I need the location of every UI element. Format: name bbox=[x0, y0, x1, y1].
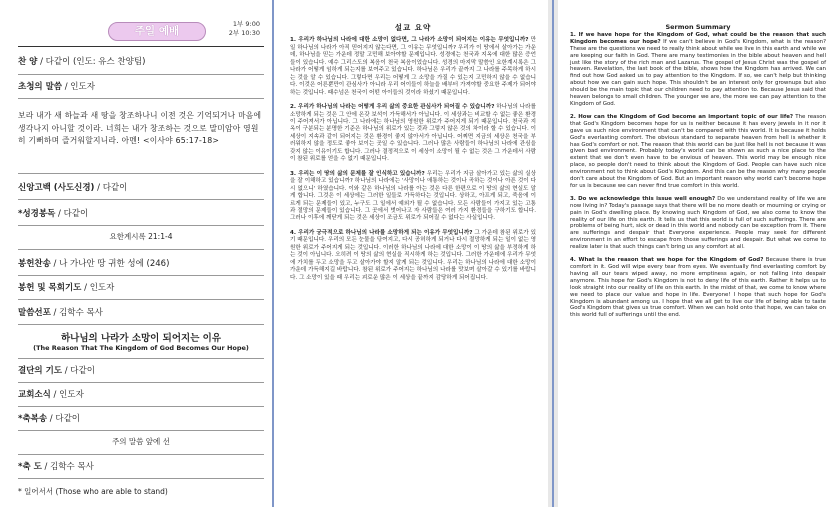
order-item-offering-hymn bbox=[18, 257, 264, 269]
order-item-benediction bbox=[18, 460, 264, 472]
summary-answer: 우리는 우리가 지금 살아가고 있는 삶의 실상을 잘 이해하고 있습니까? 하나님의 나라에는 '사망이나 애통하는 것이나 곡하는 것이나 아픈 것이 다시 없으니' 하였습니다. 이와 같은 하나님의 나라를 아는 것은 다른 한편으로 이 땅의 삶의 현실도 알게 합니다. 그것은 이 세상에는 그러한 일들로 가득하다는 것입니다. 상하고, 아프게 되고, 죽음에 이르게 되는 문제들이 있고, 누구도 그 일에서 예외가 될 수 없습니다. 모든 사람들이 가지고 있는 고통과 절망의 문제들이 있습니다. 그 곳에서 벗어나고 자 사람들은 여러 가지 환경들을 구하기도 합니다. 그러나 이후에 깨닫게 되는 것은 세상이 조금도 위로가 되어질 수 없다는 사실입니다. bbox=[290, 170, 536, 222]
sermon-summary-ko-title: 설교 요약 bbox=[394, 23, 432, 32]
order-item-label: 신앙고백 (사도신경) bbox=[18, 183, 95, 193]
summary-question: 4. What is the reason that we hope for the Kingdom of God? bbox=[570, 257, 764, 264]
summary-answer: The reason that God's Kingdom becomes hope for us is neither because it has every jewels in it nor it gave us such nice environment that can't be compared with this world. It is because it holds God's everlasting comfort. The obvious standard to separate heaven from hell is whether it has God's comfort or not. The reason that this world can be just like hell is not because it was given bad environment. Probably today's world can be shown as such a nice place to the extent that we don't even have to be envious of heaven. This world may be enough nice place, so people don't need to think about the Kingdom of God. People can have such nice environment not to think about God's Kingdom. And this can be the reason why many people don't care about the Kingdom of God. But an important reason why world can't become hope for us is because we can never find true comfort in this world. bbox=[570, 113, 826, 189]
column-gap bbox=[548, 0, 552, 507]
divider bbox=[18, 478, 264, 479]
order-item-sep: / bbox=[50, 259, 60, 269]
summary-question: 1. If we have hope for the Kingdom of God, what could be the reason that such Kingdom becomes our hope? bbox=[570, 31, 826, 45]
summary-question: 4. 우리가 궁극적으로 하나님의 나라를 소망하게 되는 이유가 무엇입니까? bbox=[290, 229, 473, 236]
divider bbox=[18, 358, 264, 359]
sermon-summary-en-panel bbox=[560, 0, 835, 507]
order-item-call bbox=[18, 80, 264, 92]
order-item-sep: / bbox=[50, 308, 60, 318]
sermon-summary-ko-panel bbox=[278, 0, 547, 507]
order-item-value: 김학수 목사 bbox=[50, 462, 94, 472]
summary-answer: If we can't believe in God's Kingdom, what is the reason? These are the questions we need to really think about while we live in this earth and while we are keeping our faith in God. There are many testimonies in the bible about heaven and hell just like the story of the rich man and Lazarus. The gospel of Jesus Christ was the gospel of heaven. Revelation, the last book of the bible, shows how the Kingdom has arrived. We can find out how God asked us to pay attention to the Kingdom. If so, we can't help but thinking about how we can gain such hope. This shouldn't be an interest only for grownups but also should be the main topic that our children need to pay attention to. Because Jesus said that heaven belongs to small children. The younger we are, the more we can pay attention to the Kingdom of God. bbox=[570, 38, 826, 107]
order-item-sep: / bbox=[62, 82, 71, 92]
order-item-label: 초청의 말씀 bbox=[18, 82, 63, 92]
summary-question: 2. How can the Kingdom of God become an important topic of our life? bbox=[570, 113, 794, 120]
call-to-worship-text: 보라 내가 새 하늘과 새 땅을 창조하나니 이전 것은 기억되거나 마음에 생각나지 아니할 것이라. 너희는 내가 창조하는 것으로 말미암아 영원히 기뻐하며 즐거워할지니라. 아멘! <이사야 65:17-18> bbox=[18, 111, 262, 145]
divider bbox=[18, 382, 264, 383]
sermon-title-ko: 하나님의 나라가 소망이 되어지는 이유 bbox=[60, 333, 222, 344]
column-gap bbox=[554, 0, 558, 507]
order-item-value: 인도자 bbox=[70, 82, 95, 92]
order-item-sep: / bbox=[55, 209, 64, 219]
order-item-blessing-song bbox=[18, 412, 264, 424]
worship-order-panel bbox=[0, 0, 271, 507]
summary-paragraph bbox=[570, 114, 826, 190]
divider bbox=[18, 98, 264, 99]
order-item-value: 다같이 bbox=[63, 209, 89, 219]
order-item-value: 김학수 목사 bbox=[59, 308, 103, 318]
order-item-label: 말씀선포 bbox=[18, 308, 51, 318]
service-times bbox=[229, 20, 260, 38]
divider bbox=[18, 249, 264, 250]
order-item-sep: / bbox=[62, 366, 71, 376]
divider bbox=[18, 225, 264, 226]
order-item-value: 다같이 (인도: 유스 찬양팀) bbox=[45, 57, 146, 67]
order-item-praise bbox=[18, 55, 264, 67]
divider bbox=[18, 173, 264, 174]
order-item-value: 다같이 bbox=[102, 183, 128, 193]
summary-question: 3. Do we acknowledge this issue well enough? bbox=[570, 195, 716, 202]
order-item-sep: / bbox=[37, 57, 46, 67]
summary-answer: 하나님의 나라를 소망하게 되는 것은 그 안에 온갖 보석이 가득해서가 아닙니다. 이 세상과는 비교할 수 없는 좋은 환경이 주어져서가 아닙니다. 그 나라에는 하나님의 영원한 위로가 주어지게 되기 때문입니다. 천국과 지옥이 구분되는 분명한 기준은 하나님의 위로가 있는 것과 그렇지 않은 것의 차이라 할 수 있습니다. 이 세상이 지속과 같이 되어지는 것은 환경이 좋지 않아서가 아닙니다. 어찌면 지금의 세상은 천국을 부러워하지 않을 정도로 좋아 보이는 곳일 수 있습니다. 그러나 많은 사람들이 하나님의 나라에 관심을 갖지 않는 이유이기도 합니다. 그러나 결정적으로 이 세상이 소망이 될 수 없는 것은 그 가운데서 사람이 참된 위로를 얻을 수 없기 때문입니다. bbox=[290, 104, 536, 163]
order-item-value: 다같이 bbox=[70, 366, 95, 376]
order-item-label: 교회소식 bbox=[18, 390, 51, 400]
order-item-sep: / bbox=[50, 390, 60, 400]
order-item-label: 봉헌 및 목회기도 bbox=[18, 283, 82, 293]
order-item-sep: / bbox=[41, 462, 51, 472]
order-item-value: 다같이 bbox=[55, 414, 81, 424]
divider bbox=[18, 299, 264, 300]
order-item-label: 찬 양 bbox=[18, 57, 38, 67]
order-item-value: 인도자 bbox=[59, 390, 84, 400]
summary-paragraph bbox=[570, 32, 826, 108]
sermon-title-en: (The Reason That The Kingdom of God Becomes Our Hope) bbox=[33, 344, 249, 352]
order-item-creed bbox=[18, 181, 264, 193]
scripture-reference: 요한계시록 21:1-4 bbox=[109, 232, 173, 241]
order-item-commitment-prayer bbox=[18, 364, 264, 376]
summary-paragraph bbox=[290, 104, 536, 164]
order-item-value: 나 가나안 땅 귀한 성에 (246) bbox=[59, 259, 170, 269]
column-divider bbox=[272, 0, 274, 507]
sermon-summary-en-title: Sermon Summary bbox=[665, 23, 731, 31]
summary-question: 1. 우리가 하나님의 나라에 대한 소망이 없다면, 그 나라가 소망이 되어지는 이유는 무엇입니까? bbox=[290, 37, 529, 44]
summary-paragraph bbox=[570, 196, 826, 251]
service-time-1: 1부 9:00 bbox=[232, 20, 260, 28]
divider bbox=[18, 199, 264, 200]
divider bbox=[18, 74, 264, 75]
order-item-label: *성경봉독 bbox=[18, 209, 56, 219]
summary-answer: Do we understand reality of life we are now living in? Today's passage says that there will be no more death or mourning or crying or pain in God's dwelling place. By knowing such Kingdom of God, we also come to know the reality of our life on this earth. It tells us that this world is full of such sufferings. There are problems of being hurt, sick or dead in this world and nobody can be exception from it. There are sufferings and despair that Everyone experience. People may seek for different environment in an effort to escape from those sufferings and despair. But what we come to realize later is that such things can't bring us any comfort at all. bbox=[570, 195, 826, 251]
summary-paragraph bbox=[290, 37, 536, 97]
order-item-sermon bbox=[18, 306, 264, 318]
service-time-2: 2부 10:30 bbox=[228, 29, 260, 37]
summary-answer: 만일 하나님의 나라가 아직 믿어지지 않는다면, 그 이유는 무엇입니까? 우리가 이 땅에서 살아가는 가운데, 하나님을 믿는 가운데 정말 고민해 보아야할 문제입니다. 성경에는 천국과 지옥에 대한 많은 증언들이 있습니다. 예수 그리스도의 복음이 천국 복음이었습니다. 성경의 마지막 말씀인 요한계시록은 그 나라가 어떻게 임하게 되는지를 보여주고 있습니다. 하나님은 우리가 끝까지 그 나라를 주목하게 하시는 것을 알 수 있습니다. 그렇다면 우리는 어떻게 그 소망을 가질 수 있는지 고민하지 않을 수 없습니다. 이것은 어른뿐만이 관심사가 아니라 우리 어이들이 하늘을 배부터 가져야할 중요한 주제가 되어야 하는 것입니다. 때수넘은 천국이 어떤 아이들의 것이라 하셨기 때문입니다. bbox=[290, 37, 536, 96]
order-item-sep: / bbox=[47, 414, 56, 424]
summary-paragraph bbox=[290, 171, 536, 223]
summary-answer: Because there is true comfort in it. God will wipe every tear from eyes. We eventually find everlasting comfort by having all our tears wiped away, no more emptiness again, or not falling into despair anymore. This hope for God's Kingdom is not to deny life of this earth. Rather it helps us to look straight into our reality of life on this earth. In the midst of that, we come to know where we need to place our value and hope in life. Everyone! I hope that such hope for God's Kingdom is abundant among us. I hope that we all get to live our life of being able to taste God's Kingdom that gives us true comfort. When we can hold onto that hope, we can take on this world full of sufferings until the end. bbox=[570, 257, 826, 319]
order-item-sep: / bbox=[81, 283, 90, 293]
summary-answer: 그 가운데 참된 위로가 있기 때문입니다. 우리의 모든 눈물을 닦여지고, 다시 공허하게 되거나 다시 절망하게 되는 일이 없는 영원한 위로가 주어지게 되는 것입니다. 이러한 하나님의 나라에 대한 소망이 이 땅의 삶을 부정하게 하는 것이 아닙니다. 오히려 이 땅의 삶의 현실을 직시하게 하는 것입니다. 그러한 가운데에 우리가 무엇에 가치를 두고 소망을 두고 살아가야 할지 알게 되는 것입니다. 우리는 하나님의 나라에 대한 소망이 가운데 가득해지길 바랍니다. 참된 위로가 주어지는 하나님의 나라를 맛보며 살아갈 수 있기를 바랍니다. 그 소망이 있을 때 우리는 괴로운 많은 이 세상을 끝까지 감당하게 되어집니다. bbox=[290, 229, 536, 281]
summary-paragraph bbox=[290, 230, 536, 282]
summary-question: 3. 우리는 이 땅의 삶의 문제를 잘 인식하고 있습니까? bbox=[290, 170, 425, 177]
order-item-offering-prayer bbox=[18, 281, 264, 293]
order-item-label: *축 도 bbox=[18, 462, 42, 472]
service-title: 주일 예배 bbox=[108, 22, 206, 41]
order-item-announcements bbox=[18, 388, 264, 400]
order-item-value: 인도자 bbox=[89, 283, 115, 293]
order-item-sep: / bbox=[94, 183, 103, 193]
summary-question: 2. 우리가 하나님의 나라는 어떻게 우리 삶의 중요한 관심사가 되어질 수 있습니까? bbox=[290, 104, 495, 111]
summary-paragraph bbox=[570, 257, 826, 319]
divider bbox=[18, 454, 264, 455]
order-item-label: 결단의 기도 bbox=[18, 366, 63, 376]
divider bbox=[18, 275, 264, 276]
divider bbox=[18, 324, 264, 325]
order-item-label: *축복송 bbox=[18, 414, 48, 424]
standing-note: * 일어서서 (Those who are able to stand) bbox=[18, 487, 168, 496]
order-item-label: 봉헌찬송 bbox=[18, 259, 51, 269]
divider bbox=[18, 46, 264, 47]
order-item-reading bbox=[18, 207, 264, 219]
divider bbox=[18, 430, 264, 431]
divider bbox=[18, 406, 264, 407]
blessing-song-title: 주의 말씀 앞에 선 bbox=[112, 437, 170, 446]
